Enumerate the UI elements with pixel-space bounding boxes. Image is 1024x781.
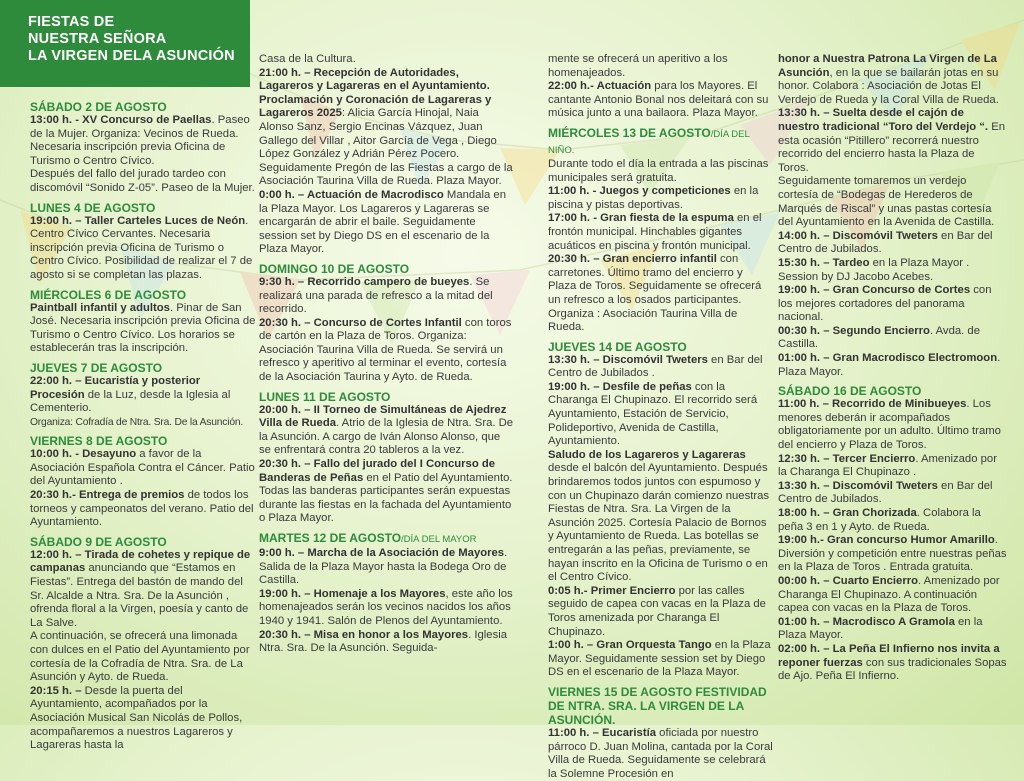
event-title: Homenaje a los Mayores	[313, 587, 446, 600]
event-description: . Atrio de la Iglesia de Ntra. Sra. De la Asunción. A cargo de Iván Alonso Alonso, que se enfrentará contra 20 tableros a la vez.	[259, 417, 514, 457]
event-entry	[548, 727, 774, 781]
event-entry	[778, 453, 1008, 480]
event-title: Macrodisco A Gramola	[832, 615, 955, 628]
event-time: 13:30 h. –	[778, 107, 833, 120]
title-banner	[0, 0, 250, 87]
event-description: anunciando que “Estamos en Fiestas”. Entrega del bastón de mando del Sr. Alcalde a Ntra. Sra. De la Asunción , ofrenda floral a la Virgen, poesía y canto de La Salve.	[30, 562, 249, 629]
event-entry	[259, 458, 515, 526]
event-time: 20:30 h. –	[259, 316, 314, 329]
event-description: , este año los homenajeados serán los vecinos nacidos los años 1940 y 1941. Salón de Plenos del Ayuntamiento.	[259, 587, 513, 627]
event-title: Saludo de los Lagareros y Lagareras	[548, 448, 746, 461]
event-entry	[548, 449, 774, 585]
event-time: 19:00 h. –	[548, 380, 603, 393]
event-title: Gran fiesta de la espuma	[600, 212, 734, 225]
event-entry	[259, 547, 515, 588]
event-time: 20:30 h.-	[30, 489, 79, 502]
event-description: . Se realizará una parada de refresco a la mitad del recorrido.	[259, 275, 493, 316]
event-description: con los mejores cortadores del panorama nacional.	[778, 284, 992, 324]
event-time: 15:30 h. –	[778, 256, 833, 269]
event-entry	[778, 480, 1008, 507]
event-description: Seguidamente Pregón de las Fiestas a cargo de la Asociación Taurina Villa de Rueda. Plaza Mayor.	[259, 161, 513, 188]
event-description: . Amenizado por la Charanga El Chupinazo .	[778, 452, 997, 479]
event-title: Tardeo	[832, 256, 870, 269]
event-title: XV Concurso de Paellas	[82, 114, 212, 126]
day-heading: VIERNES 15 DE AGOSTO FESTIVIDAD DE NTRA. SRA. LA VIRGEN DE LA ASUNCIÓN.	[548, 684, 767, 727]
event-entry	[259, 404, 515, 458]
event-description: con carretones. Último tramo del encierro y Plaza de Toros. Seguidamente se ofrecerá un refresco a los osados participantes. Organiza : Asociación Taurina Villa de Rueda.	[548, 253, 762, 334]
event-entry	[778, 175, 1008, 229]
event-entry	[548, 80, 774, 121]
event-description: con sus tradicionales Sopas de Ajo. Peña El Infierno.	[778, 656, 1007, 683]
event-entry	[259, 53, 515, 67]
event-time: 22:00 h.-	[548, 80, 597, 93]
event-time: 02:00 h. –	[778, 642, 833, 655]
event-title: Eucaristía	[602, 726, 657, 739]
day-heading: JUEVES 14 DE AGOSTO	[548, 339, 687, 354]
event-title: La Peña El Infierno nos invita a reponer fuerzas	[778, 642, 1000, 669]
event-title: Cuarto Encierro	[832, 574, 919, 587]
event-entry	[778, 643, 1008, 684]
event-description: Casa de la Cultura.	[259, 53, 356, 65]
event-description: para los Mayores. El cantante Antonio Bonal nos deleitará con su música junto a una bailaora. Plaza Mayor.	[548, 80, 769, 120]
event-title: Entrega de premios	[78, 489, 185, 502]
event-time: 21:00 h. –	[259, 66, 314, 79]
event-time: 13:30 h. –	[548, 353, 603, 366]
event-entry	[778, 616, 1008, 643]
event-time: 9:30 h. –	[259, 275, 308, 288]
event-description: Después del fallo del jurado tardeo con discomóvil “Sonido Z-05”. Paseo de la Mujer.	[30, 168, 255, 194]
event-description: con la Charanga El Chupinazo. El recorrido será Ayuntamiento, Estación de Servicio, Polideportivo, Avenida de Castilla, Ayuntamiento.	[548, 380, 758, 448]
event-description: En esta ocasión “Pitillero” recorrerá nuestro recorrido del encierro hasta la Plaza de Toros.	[778, 120, 1006, 174]
event-title: Tercer Encierro	[832, 452, 916, 465]
event-title: Actuación	[596, 80, 652, 93]
event-title: II Torneo de Simultáneas de Ajedrez Villa de Rueda	[259, 403, 507, 430]
event-time: 0:05 h.-	[548, 584, 591, 597]
event-entry	[778, 575, 1008, 616]
event-description: oficiada por nuestro párroco D. Juan Molina, cantada por la Coral Villa de Rueda. Seguidamente se celebrará la Solemne Procesión en	[548, 726, 773, 780]
event-title: Eucaristía y posterior Procesión	[30, 374, 201, 401]
event-title: Marcha de la Asociación de Mayores	[307, 547, 505, 559]
event-title: Desayuno	[82, 448, 137, 461]
program-column-1	[30, 95, 256, 753]
event-entry	[30, 375, 256, 416]
day-heading: MIÉRCOLES 6 DE AGOSTO	[30, 287, 187, 302]
event-title: Gran Macrodisco Electromoon	[832, 352, 998, 365]
event-description: a favor de la Asociación Española Contra el Cáncer. Patio del Ayuntamiento .	[30, 448, 255, 488]
event-entry	[259, 588, 515, 629]
program-column-2	[259, 53, 515, 656]
event-title: Fallo del jurado del I Concurso de Banderas de Peñas	[259, 458, 496, 484]
event-description: . Amenizado por Charanga El Chupinazo. A continuación capea con vacas en la Plaza de Toros.	[778, 574, 1000, 615]
event-title: Juegos y competiciones	[599, 185, 731, 198]
event-description: , en la que se bailarán jotas en su honor. Colabora : Asociación de Jotas El Verdejo de Rueda y la Coral Villa de Rueda.	[778, 66, 999, 106]
event-description: Mandala en la Plaza Mayor. Los Lagareros y Lagareras se encargarán de abrir el baile. Seguidamente session set by Diego DS en el escenario de la Plaza Mayor.	[259, 188, 506, 256]
title-line-2: NUESTRA SEÑORA	[28, 31, 167, 47]
event-description: . Iglesia Ntra. Sra. De la Asunción. Seguida-	[259, 628, 508, 655]
event-title: Recorrido campero de bueyes	[307, 275, 470, 288]
event-description: Durante todo el día la entrada a las piscinas municipales será gratuita.	[548, 157, 769, 184]
event-title: honor a Nuestra Patrona La Virgen de La Asunción	[778, 53, 997, 79]
event-title: Gran Concurso de Cortes	[832, 284, 971, 297]
event-title: Actuación de Macrodisco	[306, 188, 444, 201]
event-entry	[259, 162, 515, 189]
event-entry	[548, 639, 774, 680]
event-entry	[778, 325, 1008, 352]
day-heading: LUNES 11 DE AGOSTO	[259, 389, 391, 404]
event-description: en Bar del Centro de Jubilados .	[548, 353, 763, 380]
event-description: en la Plaza Mayor. Seguidamente session set by Diego DS en el escenario de la Plaza Mayor.	[548, 639, 771, 679]
event-title: Tirada de cohetes y repique de campanas	[30, 548, 251, 575]
event-note: Organiza: Cofradía de Ntra. Sra. De la Asunción.	[30, 416, 244, 428]
day-subtitle: /DÍA DEL MAYOR	[401, 534, 477, 545]
event-description: . Diversión y competición entre nuestras peñas en la Plaza de Toros . Entrada gratuita.	[778, 534, 1007, 574]
event-entry	[30, 549, 256, 631]
event-time: 10:00 h. -	[30, 448, 83, 461]
event-time: 11:00 h. –	[778, 398, 833, 411]
event-entry	[259, 629, 515, 656]
day-subtitle: /DÍA DEL NIÑO.	[548, 128, 750, 156]
event-time: 20:00 h. –	[259, 403, 314, 416]
event-time: 1:00 h. –	[548, 639, 597, 652]
event-time: 14:00 h. –	[778, 229, 833, 242]
event-title: Primer Encierro	[590, 584, 676, 597]
event-title: Concurso de Cortes Infantil	[313, 316, 462, 329]
event-title: Misa en honor a los Mayores	[313, 628, 469, 641]
event-title: Paintball infantil y adultos	[30, 301, 170, 314]
event-title: Recorrido de Minibueyes	[832, 398, 967, 411]
day-heading: JUEVES 7 DE AGOSTO	[30, 360, 163, 375]
program-column-3	[548, 53, 774, 781]
event-description: . Colabora la peña 3 en 1 y Ayto. de Rueda.	[778, 507, 981, 533]
event-entry	[778, 507, 1008, 534]
event-description: en Bar del Centro de Jubilados.	[778, 229, 993, 256]
event-description: . Paseo de la Mujer. Organiza: Vecinos de Rueda. Necesaria inscripción previa Oficina de Turismo o Centro Cívico.	[30, 114, 250, 167]
title-line-1: FIESTAS DE	[28, 14, 115, 30]
event-description: . Centro Cívico Cervantes. Necesaria inscripción previa Oficina de Turismo o Centro Cívico. Posibilidad de realizar el 7 de agosto si se completan las plazas.	[30, 214, 253, 281]
event-entry	[548, 158, 774, 185]
event-entry	[259, 276, 515, 317]
event-description: de la Luz, desde la Iglesia al Cementerio.	[30, 388, 231, 415]
event-entry	[778, 398, 1008, 452]
event-entry	[30, 168, 256, 195]
event-description: . Los menores deberán ir acompañados obligatoriamente por un adulto. Último tramo del encierro y Plaza de Toros.	[778, 398, 1001, 452]
event-time: 0:00 h. –	[259, 188, 307, 201]
event-time: 13:30 h. –	[778, 479, 833, 492]
event-title: Discomóvil Tweters	[832, 479, 938, 492]
event-description: con toros de cartón en la Plaza de Toros. Organiza: Asociación Taurina Villa de Rueda. Se servirá un refresco y aperitivo al terminar el evento, cortesía de la Asociación Taurina y Ayto. de Rueda.	[259, 316, 512, 384]
event-title: Suelta desde el cajón de nuestro tradicional “Toro del Verdejo “.	[778, 107, 989, 133]
event-description: de todos los torneos y campeonatos del verano. Patio del Ayuntamiento.	[30, 489, 254, 529]
event-entry	[778, 534, 1008, 575]
event-time: 19:00 h. –	[259, 587, 314, 600]
event-time: 17:00 h. -	[548, 212, 601, 225]
event-entry	[548, 253, 774, 335]
event-description: en la Plaza Mayor.	[778, 615, 983, 642]
event-description: : Alicia García Hinojal, Naia Alonso Sanz, Sergio Encinas Vázquez, Juan Gallego del Villar , Aitor García de Vega , Diego López González y Adrián Pérez Pocero.	[259, 107, 497, 161]
event-entry	[778, 107, 1008, 175]
event-title: Gran Orquesta Tango	[596, 639, 712, 652]
day-heading: DOMINGO 10 DE AGOSTO	[259, 261, 410, 276]
event-title: Desfile de peñas	[602, 380, 692, 393]
event-description: A continuación, se ofrecerá una limonada con dulces en el Patio del Ayuntamiento por cortesía de la Cofradía de Ntra. Sra. de La Asunción y Ayto. de Rueda.	[30, 630, 250, 684]
event-description: en la Plaza Mayor . Session by DJ Jacobo Acebes.	[778, 256, 970, 283]
event-time: 20:30 h. –	[259, 458, 314, 471]
event-description: en la piscina y pistas deportivas.	[548, 185, 759, 211]
event-time: 00:00 h. –	[778, 574, 833, 587]
event-time: 9:00 h. –	[259, 547, 308, 559]
program-column-4	[778, 53, 1008, 684]
event-entry	[30, 215, 256, 283]
event-entry	[259, 67, 515, 162]
event-entry	[548, 354, 774, 381]
event-entry	[778, 284, 1008, 325]
event-description: en el Patio del Ayuntamiento. Todas las banderas participantes serán expuestas durante las fiestas en la fachada del Ayuntamiento o Plaza Mayor.	[259, 471, 513, 525]
event-description: . Avda. de Castilla.	[778, 324, 980, 351]
day-heading: MIÉRCOLES 13 DE AGOSTO/DÍA DEL NIÑO.	[548, 125, 750, 156]
event-description: . Salida de la Plaza Mayor hasta la Bodega Oro de Castilla.	[259, 547, 508, 587]
event-title: Taller Carteles Luces de Neón	[84, 214, 246, 227]
event-title: Discomóvil Tweters	[832, 229, 938, 242]
event-time: 19:00 h. –	[30, 214, 85, 227]
day-heading: SÁBADO 2 DE AGOSTO	[30, 100, 167, 114]
event-entry	[30, 630, 256, 684]
event-entry	[778, 352, 1008, 379]
event-entry	[548, 585, 774, 639]
event-time: 12:30 h. –	[778, 452, 833, 465]
day-heading: SÁBADO 16 DE AGOSTO	[778, 384, 922, 399]
event-description: Seguidamente tomaremos un verdejo cortesía de “Bodegas de Herederos de Marqués de Riscal” y unas pastas cortesía del Ayuntamiento en la Avenida de Castilla.	[778, 175, 995, 229]
day-heading: MARTES 12 DE AGOSTO/DÍA DEL MAYOR	[259, 531, 477, 545]
event-entry	[30, 489, 256, 530]
event-time: 19:00 h. –	[778, 284, 833, 297]
event-entry	[778, 257, 1008, 284]
event-description: en Bar del Centro de Jubilados.	[778, 479, 993, 506]
event-entry	[778, 230, 1008, 257]
event-entry	[30, 448, 256, 489]
event-time: 01:00 h. –	[778, 615, 833, 628]
event-description: . Plaza Mayor.	[778, 352, 1001, 378]
event-entry	[778, 53, 1008, 107]
event-entry	[30, 302, 256, 356]
event-time: 20:30 h. –	[259, 628, 314, 641]
event-time: 20:15 h. –	[30, 684, 85, 697]
event-description: mente se ofrecerá un aperitivo a los homenajeados.	[548, 53, 728, 79]
event-time: 18:00 h. –	[778, 507, 833, 519]
event-entry	[259, 189, 515, 257]
event-title: Gran encierro infantil	[602, 253, 717, 266]
event-title: Discomóvil Tweters	[602, 353, 708, 366]
event-entry	[548, 212, 774, 253]
title-line-3: LA VIRGEN DELA ASUNCIÓN	[28, 48, 235, 64]
event-time: 19:00 h.-	[778, 534, 827, 547]
event-time: 20:30 h. –	[548, 253, 603, 266]
event-entry	[548, 53, 774, 80]
event-title: Segundo Encierro	[832, 324, 930, 337]
event-description: en el frontón municipal. Hinchables gigantes acuáticos en piscina y frontón municipal.	[548, 212, 762, 252]
event-time: 11:00 h. –	[548, 726, 603, 739]
event-time: 22:00 h. –	[30, 374, 85, 387]
event-description: desde el balcón del Ayuntamiento. Después brindaremos todos juntos con espumoso y con un Chupinazo darán comienzo nuestras Fiestas de Ntra. Sra. La Virgen de la Asunción 2025. Cortesía Palacio de Bornos y Ayuntamiento de Rueda. Las botellas se entregarán a las peñas, previamente, se hayan inscrito en la Oficina de Turismo o en el Centro Cívico.	[548, 462, 770, 584]
day-heading: SÁBADO 9 DE AGOSTO	[30, 534, 167, 549]
event-entry	[30, 114, 256, 168]
event-entry	[30, 685, 256, 753]
event-time: 00:30 h. –	[778, 324, 833, 337]
event-time: 01:00 h. –	[778, 352, 833, 365]
event-description: . Pinar de San José. Necesaria inscripción previa Oficina de Turismo o Centro Cívico. Los horarios se establecerán tras la inscripción.	[30, 301, 256, 355]
day-heading: LUNES 4 DE AGOSTO	[30, 200, 156, 215]
event-title: Gran concurso Humor Amarillo	[826, 534, 995, 547]
event-description: por las calles seguido de capea con vacas en la Plaza de Toros amenizada por Charanga El Chupinazo.	[548, 584, 766, 638]
event-entry	[548, 185, 774, 212]
event-entry	[259, 317, 515, 385]
event-title: Gran Chorizada	[832, 507, 917, 519]
event-description: Desde la puerta del Ayuntamiento, acompañados por la Asociación Musical San Nicolás de Pollos, acompañaremos a nuestros Lagareros y Lagareras hasta la	[30, 684, 243, 752]
event-time: 13:00 h. -	[30, 114, 83, 126]
day-heading: VIERNES 8 DE AGOSTO	[30, 434, 168, 449]
event-entry	[548, 381, 774, 449]
event-time: 12:00 h. –	[30, 548, 85, 561]
event-title: Recepción de Autoridades, Lagareros y Lagareras en el Ayuntamiento. Proclamación y Coronación de Lagareras y Lagareros 2025	[259, 66, 492, 120]
event-time: 11:00 h. -	[548, 185, 600, 198]
